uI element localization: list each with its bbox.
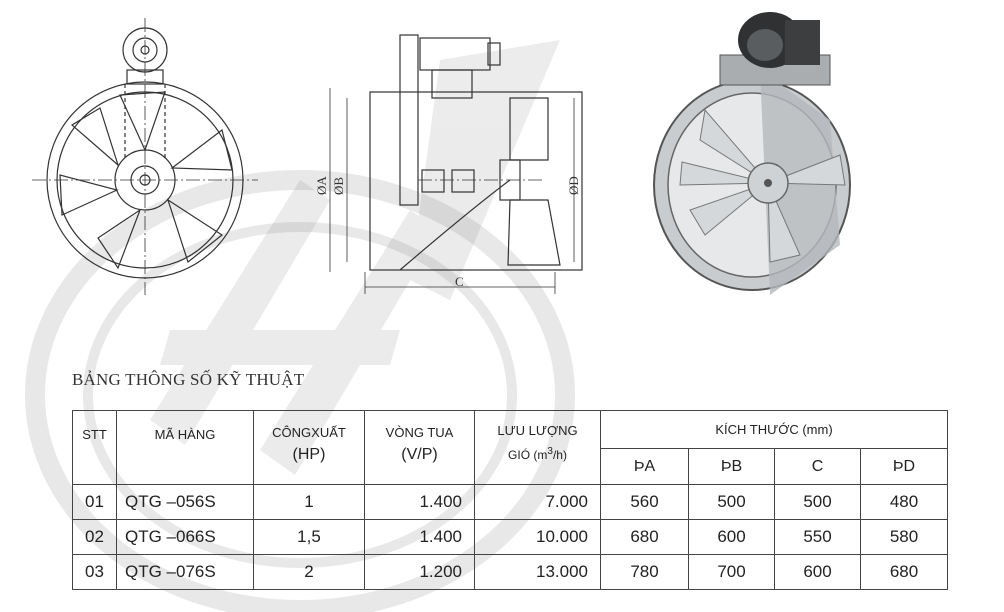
cell-dim-c: 600 — [775, 555, 861, 590]
cell-speed: 1.200 — [365, 555, 475, 590]
table-row — [73, 555, 948, 590]
cell-dim-b: 700 — [689, 555, 775, 590]
cell-stt: 03 — [73, 555, 117, 590]
table-row — [73, 485, 948, 520]
cell-model: QTG –076S — [117, 555, 254, 590]
header-flow — [475, 411, 601, 485]
cell-model: QTG –056S — [117, 485, 254, 520]
cell-power: 2 — [254, 555, 365, 590]
dim-label-a: ØA — [314, 176, 329, 195]
table-row — [73, 520, 948, 555]
cell-stt: 02 — [73, 520, 117, 555]
cell-dim-d: 480 — [861, 485, 948, 520]
header-stt: STT — [73, 411, 117, 485]
header-speed-label: VÒNG TUA — [385, 425, 454, 440]
header-dimensions: KÍCH THƯỚC (mm) — [601, 411, 948, 449]
cell-dim-b: 600 — [689, 520, 775, 555]
header-dim-a: ÞA — [601, 449, 689, 485]
dim-label-b: ØB — [331, 176, 346, 195]
cell-dim-c: 500 — [775, 485, 861, 520]
header-model: MÃ HÀNG — [117, 411, 254, 485]
cell-power: 1,5 — [254, 520, 365, 555]
cell-flow: 7.000 — [475, 485, 601, 520]
header-flow-label: LƯU LƯỢNG — [497, 423, 578, 438]
header-power-unit: (HP) — [292, 446, 326, 463]
cell-dim-b: 500 — [689, 485, 775, 520]
header-dim-c: C — [775, 449, 861, 485]
cell-flow: 10.000 — [475, 520, 601, 555]
side-view-drawing — [330, 35, 582, 294]
header-power — [254, 411, 365, 485]
front-view-drawing — [32, 18, 258, 295]
cell-stt: 01 — [73, 485, 117, 520]
spec-table-title: BẢNG THÔNG SỐ KỸ THUẬT — [72, 370, 305, 389]
header-dim-d: ÞD — [861, 449, 948, 485]
dim-label-c: C — [455, 274, 464, 289]
cell-flow: 13.000 — [475, 555, 601, 590]
cell-dim-a: 780 — [601, 555, 689, 590]
cell-power: 1 — [254, 485, 365, 520]
cell-speed: 1.400 — [365, 485, 475, 520]
cell-model: QTG –066S — [117, 520, 254, 555]
header-power-label: CÔNGXUẤT — [272, 425, 346, 440]
header-speed — [365, 411, 475, 485]
dim-label-d: ØD — [566, 176, 581, 195]
fan-product-photo — [654, 12, 850, 295]
cell-speed: 1.400 — [365, 520, 475, 555]
header-dim-b: ÞB — [689, 449, 775, 485]
header-speed-unit: (V/P) — [401, 446, 438, 463]
cell-dim-a: 560 — [601, 485, 689, 520]
cell-dim-c: 550 — [775, 520, 861, 555]
cell-dim-d: 680 — [861, 555, 948, 590]
header-flow-unit: GIÓ $(m^3/h)$ — [508, 446, 567, 462]
cell-dim-a: 680 — [601, 520, 689, 555]
cell-dim-d: 580 — [861, 520, 948, 555]
table-header-row — [73, 411, 948, 449]
spec-table — [72, 410, 948, 590]
